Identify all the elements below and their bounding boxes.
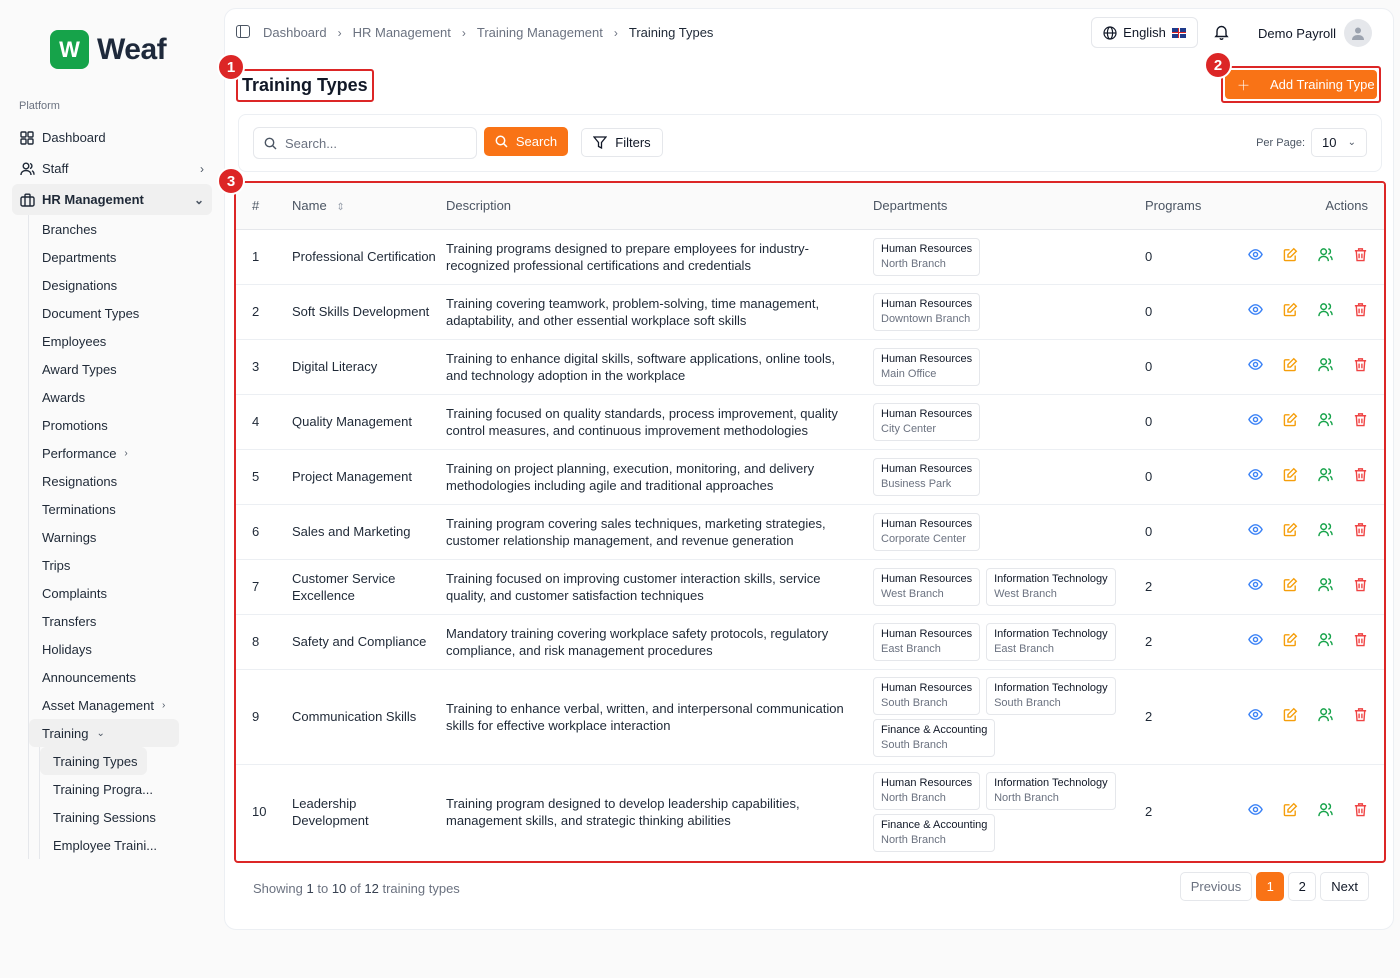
training-type-name: Soft Skills Development <box>292 284 446 339</box>
department-branch: North Branch <box>881 791 946 804</box>
delete-icon[interactable] <box>1353 247 1368 262</box>
annotation-badge-2: 2 <box>1204 51 1232 79</box>
assign-employees-icon[interactable] <box>1318 467 1333 482</box>
view-icon[interactable] <box>1248 247 1263 262</box>
search-input[interactable] <box>285 136 455 151</box>
department-branch: North Branch <box>994 791 1059 804</box>
sidebar-item-hr-management[interactable] <box>12 184 212 215</box>
delete-icon[interactable] <box>1353 302 1368 317</box>
assign-employees-icon[interactable] <box>1318 412 1333 427</box>
sidebar-item-awards[interactable]: Awards <box>42 389 86 405</box>
actions-cell <box>1235 449 1384 504</box>
grid-icon <box>19 130 35 146</box>
department-branch: Business Park <box>881 477 952 490</box>
table-body <box>236 229 1384 859</box>
table-row <box>236 284 1384 339</box>
row-number: 7 <box>236 559 292 614</box>
sidebar-item-document-types[interactable]: Document Types <box>42 305 140 321</box>
delete-icon[interactable] <box>1353 412 1368 427</box>
sidebar-item-transfers[interactable]: Transfers <box>42 613 97 629</box>
delete-icon[interactable] <box>1353 802 1368 817</box>
department-chip <box>873 719 995 757</box>
sidebar-item-dashboard[interactable] <box>12 122 212 153</box>
programs-count: 0 <box>1145 284 1235 339</box>
department-branch: Main Office <box>881 367 937 380</box>
sidebar-item-label: Training <box>42 725 89 741</box>
delete-icon[interactable] <box>1353 357 1368 372</box>
sidebar-item-promotions[interactable]: Promotions <box>42 417 108 433</box>
language-selector[interactable] <box>1091 17 1198 48</box>
delete-icon[interactable] <box>1353 522 1368 537</box>
sidebar-item-training-programs[interactable]: Training Progra... <box>53 781 153 797</box>
main-content <box>224 8 1394 930</box>
delete-icon[interactable] <box>1353 632 1368 647</box>
department-branch: West Branch <box>994 587 1057 600</box>
department-chip <box>873 403 980 441</box>
per-page-control <box>1256 128 1367 157</box>
departments-cell <box>873 504 1145 559</box>
departments-cell <box>873 559 1145 614</box>
sort-icon[interactable]: ⇕ <box>336 202 345 214</box>
department-branch: North Branch <box>881 833 946 846</box>
summary-from: 1 <box>306 881 314 896</box>
programs-count: 0 <box>1145 339 1235 394</box>
department-branch: East Branch <box>881 642 941 655</box>
row-number: 5 <box>236 449 292 504</box>
row-number: 9 <box>236 669 292 764</box>
department-name: Finance & Accounting <box>881 723 988 736</box>
add-button-label: Add Training Type <box>1270 77 1375 92</box>
table-row <box>236 764 1384 859</box>
sidebar-item-employees[interactable]: Employees <box>42 333 107 349</box>
programs-count: 2 <box>1145 614 1235 669</box>
programs-count: 2 <box>1145 804 1153 820</box>
edit-icon[interactable] <box>1283 467 1298 482</box>
department-branch: South Branch <box>881 738 948 751</box>
edit-icon[interactable] <box>1283 357 1298 372</box>
training-type-description: Training on project planning, execution, monitoring, and delivery methodologies including agile and traditional approaches <box>446 449 873 504</box>
department-chip <box>873 677 980 715</box>
sidebar-item-label: Staff <box>42 161 69 176</box>
sidebar-item-warnings[interactable]: Warnings <box>42 529 97 545</box>
filter-icon <box>593 136 607 149</box>
view-icon[interactable] <box>1248 632 1263 647</box>
platform-section-label: Platform <box>19 100 60 112</box>
training-type-name: Quality Management <box>292 394 446 449</box>
edit-icon[interactable] <box>1283 577 1298 592</box>
programs-count: 0 <box>1145 394 1235 449</box>
app-logo[interactable] <box>50 30 166 69</box>
summary-of-word: of <box>349 881 361 896</box>
view-icon[interactable] <box>1248 522 1263 537</box>
departments-cell <box>873 394 1145 449</box>
table-footer <box>238 871 1382 915</box>
department-branch: West Branch <box>881 587 944 600</box>
chevron-down-icon: ⌄ <box>1347 137 1356 148</box>
row-number: 10 <box>252 804 267 820</box>
department-name: Information Technology <box>994 776 1108 789</box>
view-icon[interactable] <box>1248 357 1263 372</box>
sidebar-item-complaints[interactable]: Complaints <box>42 585 108 601</box>
search-icon <box>495 135 508 148</box>
edit-icon[interactable] <box>1283 302 1298 317</box>
department-name: Information Technology <box>994 681 1108 694</box>
assign-employees-icon[interactable] <box>1318 577 1333 592</box>
per-page-select[interactable] <box>1311 128 1367 157</box>
programs-count: 0 <box>1145 449 1235 504</box>
chevron-right-icon: › <box>461 25 466 40</box>
training-type-description: Training program designed to develop leadership capabilities, management skills, and strategic thinking abilities <box>446 795 800 828</box>
actions-cell <box>1235 394 1384 449</box>
department-name: Human Resources <box>881 776 973 789</box>
search-button[interactable] <box>484 127 568 156</box>
sidebar-item-training-types[interactable]: Training Types <box>40 747 147 775</box>
sidebar-item-terminations[interactable]: Terminations <box>42 501 116 517</box>
sidebar-item-award-types[interactable]: Award Types <box>42 361 117 377</box>
delete-icon[interactable] <box>1353 467 1368 482</box>
breadcrumb-training-management[interactable]: Training Management <box>476 25 603 40</box>
actions-cell <box>1235 229 1384 284</box>
filters-button[interactable] <box>581 128 663 157</box>
department-chip <box>873 458 980 496</box>
table-row <box>236 339 1384 394</box>
assign-employees-icon[interactable] <box>1318 632 1333 647</box>
sidebar-item-performance[interactable] <box>29 439 212 467</box>
department-chip <box>873 238 980 276</box>
training-type-name: Project Management <box>292 449 446 504</box>
sidebar-item-branches[interactable]: Branches <box>42 221 97 237</box>
department-name: Human Resources <box>881 462 973 475</box>
sidebar-item-designations[interactable]: Designations <box>42 277 118 293</box>
edit-icon[interactable] <box>1283 707 1298 722</box>
sidebar-item-resignations[interactable]: Resignations <box>42 473 118 489</box>
programs-count: 0 <box>1145 229 1235 284</box>
delete-icon[interactable] <box>1353 577 1368 592</box>
edit-icon[interactable] <box>1283 522 1298 537</box>
sidebar-nav <box>12 122 212 859</box>
edit-icon[interactable] <box>1283 247 1298 262</box>
assign-employees-icon[interactable] <box>1318 707 1333 722</box>
department-name: Human Resources <box>881 352 973 365</box>
department-name: Human Resources <box>881 242 973 255</box>
table-row <box>236 394 1384 449</box>
logo-mark: W <box>50 30 89 69</box>
summary-prefix: Showing <box>253 881 303 896</box>
departments-cell <box>873 229 1145 284</box>
training-submenu <box>39 747 212 859</box>
edit-icon[interactable] <box>1283 632 1298 647</box>
pagination-summary <box>253 881 460 896</box>
table-row <box>236 614 1384 669</box>
search-field[interactable] <box>253 127 477 159</box>
department-name: Human Resources <box>881 297 973 310</box>
plus-icon: ＋ <box>1237 78 1251 93</box>
department-chip <box>986 568 1116 606</box>
per-page-label: Per Page: <box>1256 136 1305 149</box>
user-name: Demo Payroll <box>1258 25 1337 41</box>
breadcrumb-hr-management[interactable]: HR Management <box>352 25 451 40</box>
top-bar <box>225 9 1393 57</box>
department-branch: Corporate Center <box>881 532 966 545</box>
column-header-name[interactable] <box>292 183 446 229</box>
actions-cell <box>1235 504 1384 559</box>
search-icon <box>264 137 277 150</box>
sidebar-item-asset-management[interactable] <box>29 691 212 719</box>
annotation-badge-3: 3 <box>217 167 245 195</box>
bell-icon[interactable] <box>1214 24 1229 43</box>
chevron-down-icon: ⌄ <box>96 727 105 739</box>
actions-cell <box>1235 764 1384 859</box>
edit-icon[interactable] <box>1283 802 1298 817</box>
page-title: Training Types <box>236 69 374 102</box>
sidebar-item-label: Performance <box>42 445 117 461</box>
training-types-table <box>236 183 1384 859</box>
filter-bar <box>238 114 1382 172</box>
departments-cell <box>873 614 1145 669</box>
departments-cell <box>873 339 1145 394</box>
chevron-right-icon: › <box>200 161 204 176</box>
sidebar <box>0 0 222 978</box>
view-icon[interactable] <box>1248 467 1263 482</box>
actions-cell <box>1235 284 1384 339</box>
department-name: Human Resources <box>881 407 973 420</box>
column-header-actions: Actions <box>1235 183 1384 229</box>
sidebar-item-staff[interactable] <box>12 153 212 184</box>
training-type-description: Training covering teamwork, problem-solving, time management, adaptability, and other essential workplace soft skills <box>446 284 873 339</box>
page-button-1[interactable]: 1 <box>1256 872 1284 901</box>
view-icon[interactable] <box>1248 412 1263 427</box>
add-button-highlight <box>1221 66 1381 103</box>
edit-icon[interactable] <box>1283 412 1298 427</box>
departments-cell <box>873 669 1145 764</box>
view-icon[interactable] <box>1248 577 1263 592</box>
avatar <box>1344 19 1372 47</box>
row-number: 1 <box>236 229 292 284</box>
training-type-name: Sales and Marketing <box>292 504 446 559</box>
training-types-table-highlight <box>234 181 1386 863</box>
filters-button-label: Filters <box>615 135 651 150</box>
programs-count: 0 <box>1145 504 1235 559</box>
departments-cell <box>873 284 1145 339</box>
chevron-down-icon: ⌄ <box>193 192 204 207</box>
departments-cell <box>873 449 1145 504</box>
training-type-name: Communication Skills <box>292 669 446 764</box>
programs-count: 2 <box>1145 669 1235 764</box>
view-icon[interactable] <box>1248 302 1263 317</box>
table-row <box>236 229 1384 284</box>
department-name: Human Resources <box>881 627 973 640</box>
department-branch: City Center <box>881 422 937 435</box>
training-type-name: Safety and Compliance <box>292 614 446 669</box>
department-name: Human Resources <box>881 681 973 694</box>
actions-cell <box>1235 339 1384 394</box>
annotation-badge-1: 1 <box>217 53 245 81</box>
department-branch: Downtown Branch <box>881 312 971 325</box>
department-chip <box>873 772 980 810</box>
department-chip <box>873 623 980 661</box>
breadcrumb <box>263 25 713 40</box>
column-header-label: Name <box>292 198 327 214</box>
per-page-value: 10 <box>1322 135 1337 150</box>
actions-cell <box>1235 614 1384 669</box>
department-chip <box>873 348 980 386</box>
assign-employees-icon[interactable] <box>1318 357 1333 372</box>
department-chip <box>986 772 1116 810</box>
training-type-name: Digital Literacy <box>292 339 446 394</box>
training-type-description: Training programs designed to prepare employees for industry-recognized professional certifications and credentials <box>446 229 873 284</box>
assign-employees-icon[interactable] <box>1318 802 1333 817</box>
training-type-description: Training focused on quality standards, process improvement, quality control measures, and continuous improvement methodologies <box>446 394 873 449</box>
row-number: 2 <box>236 284 292 339</box>
table-row <box>236 559 1384 614</box>
training-type-name: Leadership Development <box>292 795 369 828</box>
row-number: 6 <box>236 504 292 559</box>
sidebar-toggle-icon[interactable] <box>236 25 250 38</box>
department-name: Information Technology <box>994 627 1108 640</box>
row-number: 8 <box>236 614 292 669</box>
sidebar-item-employee-training[interactable]: Employee Traini... <box>53 837 158 853</box>
assign-employees-icon[interactable] <box>1318 247 1333 262</box>
table-header-row <box>236 183 1384 229</box>
sidebar-item-training[interactable] <box>29 719 179 747</box>
department-name: Finance & Accounting <box>881 818 988 831</box>
view-icon[interactable] <box>1248 802 1263 817</box>
programs-count: 2 <box>1145 559 1235 614</box>
table-row <box>236 669 1384 764</box>
department-branch: South Branch <box>881 696 948 709</box>
column-header-departments: Departments <box>873 183 1145 229</box>
chevron-right-icon: › <box>124 447 128 459</box>
training-type-description: Training to enhance digital skills, software applications, online tools, and technology adoption in the workplace <box>446 339 873 394</box>
table-row <box>236 449 1384 504</box>
department-branch: North Branch <box>881 257 946 270</box>
summary-total: 12 <box>364 881 379 896</box>
sidebar-item-label: Asset Management <box>42 697 155 713</box>
sidebar-item-trips[interactable]: Trips <box>42 557 71 573</box>
departments-cell <box>873 764 1145 859</box>
globe-icon <box>1103 26 1117 40</box>
pagination <box>1180 872 1369 901</box>
training-type-description: Mandatory training covering workplace safety protocols, regulatory compliance, and risk management procedures <box>446 614 873 669</box>
delete-icon[interactable] <box>1353 707 1368 722</box>
uk-flag-icon <box>1172 28 1186 38</box>
chevron-right-icon: › <box>162 699 166 711</box>
department-chip <box>873 568 980 606</box>
department-chip <box>873 814 995 852</box>
chevron-right-icon: › <box>613 25 618 40</box>
chevron-right-icon: › <box>337 25 342 40</box>
sidebar-item-label: Dashboard <box>42 130 106 145</box>
assign-employees-icon[interactable] <box>1318 522 1333 537</box>
summary-to: 10 <box>331 881 347 896</box>
briefcase-icon <box>19 192 35 208</box>
table-row <box>236 504 1384 559</box>
summary-suffix: training types <box>382 881 460 896</box>
training-type-description: Training to enhance verbal, written, and interpersonal communication skills for effective workplace interaction <box>446 669 873 764</box>
actions-cell <box>1235 669 1384 764</box>
page-button-2[interactable]: 2 <box>1288 872 1316 901</box>
logo-text: Weaf <box>97 32 167 66</box>
training-type-name: Professional Certification <box>292 229 446 284</box>
row-number: 3 <box>236 339 292 394</box>
view-icon[interactable] <box>1248 707 1263 722</box>
department-name: Human Resources <box>881 517 973 530</box>
actions-cell <box>1235 559 1384 614</box>
breadcrumb-current: Training Types <box>628 25 714 40</box>
previous-page-button[interactable]: Previous <box>1180 872 1253 901</box>
search-button-label: Search <box>515 134 558 149</box>
department-chip <box>986 623 1116 661</box>
summary-to-word: to <box>317 881 329 896</box>
sidebar-item-label: HR Management <box>42 192 144 207</box>
assign-employees-icon[interactable] <box>1318 302 1333 317</box>
sidebar-item-holidays[interactable]: Holidays <box>42 641 92 657</box>
add-training-type-button[interactable] <box>1225 70 1377 99</box>
next-page-button[interactable]: Next <box>1320 872 1369 901</box>
user-menu[interactable] <box>1258 19 1372 47</box>
training-type-description: Training focused on improving customer interaction skills, service quality, and customer satisfaction techniques <box>446 559 873 614</box>
column-header-programs: Programs <box>1145 183 1235 229</box>
training-type-name: Customer Service Excellence <box>292 559 446 614</box>
hr-management-submenu <box>28 215 212 859</box>
row-number: 4 <box>236 394 292 449</box>
department-name: Information Technology <box>994 572 1108 585</box>
training-type-description: Training program covering sales techniques, marketing strategies, customer relationship management, and revenue generation <box>446 504 873 559</box>
department-branch: East Branch <box>994 642 1055 655</box>
department-chip <box>986 677 1116 715</box>
column-header-number: # <box>236 183 292 229</box>
column-header-description: Description <box>446 183 873 229</box>
department-chip <box>873 513 980 551</box>
language-label: English <box>1123 25 1166 40</box>
sidebar-item-announcements[interactable]: Announcements <box>42 669 136 685</box>
department-branch: South Branch <box>994 696 1061 709</box>
breadcrumb-dashboard[interactable]: Dashboard <box>263 25 327 40</box>
department-chip <box>873 293 980 331</box>
sidebar-item-training-sessions[interactable]: Training Sessions <box>53 809 156 825</box>
users-icon <box>19 161 35 177</box>
department-name: Human Resources <box>881 572 973 585</box>
sidebar-item-departments[interactable]: Departments <box>42 249 117 265</box>
